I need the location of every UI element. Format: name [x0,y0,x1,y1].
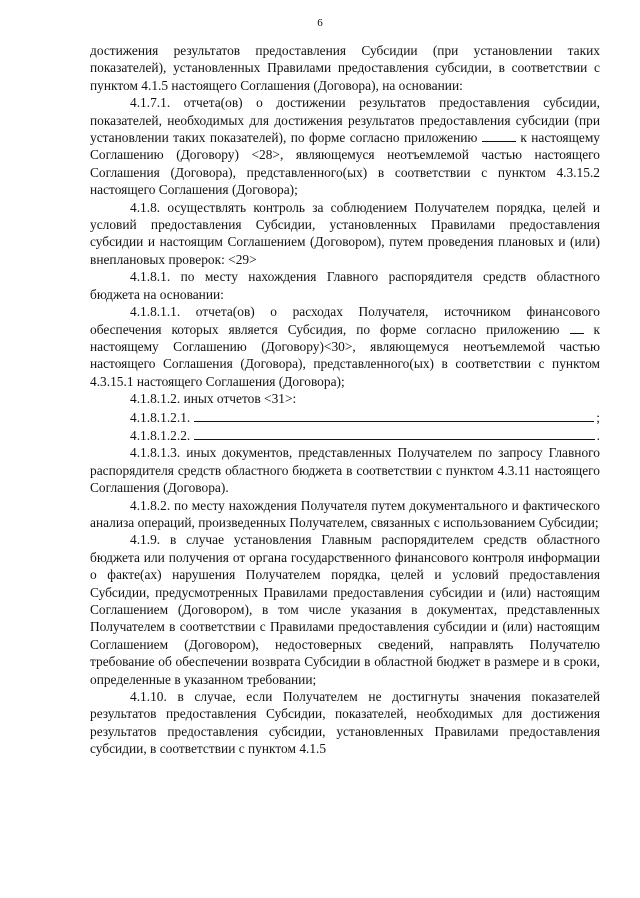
paragraph-4-1-8: 4.1.8. осуществлять контроль за соблюдением Получателем порядка, целей и условий предоставления Субсидии, установленных Правилами предоставления субсидии и настоящим Соглашением (Договором), путем проведения плановых и (или) внеплановых проверок: <29> [90,199,600,267]
document-body [90,42,600,758]
paragraph-4-1-8-1-2: 4.1.8.1.2. иных отчетов <31>: [130,391,297,407]
paragraph-4-1-7-1 [90,94,600,198]
paragraph-4-1-7-1-text-b: к настоящему Соглашению (Договору) <28>, являющемуся неотъемлемой частью настоящего Соглашения (Договора), представленного(ых) в соответствии с пунктом 4.3.15.2 настоящего Соглашения (Договора); [90,130,600,198]
paragraph-4-1-9: 4.1.9. в случае установления Главным распорядителем средств областного бюджета или получения от органа государственного финансового контроля информации о факте(ах) нарушения Получателем порядка, целей и условий предоставления Субсидии, предусмотренных Правилами предоставления субсидии и (или) настоящим Соглашением (Договором), в том числе указания в документах, представленных Получателем в соответствии с Правилами предоставления субсидии и (или) настоящим Соглашением (Договором), недостоверных сведений, направлять Получателю требование об обеспечении возврата Субсидии в областной бюджет в размере и в сроки, определенные в указанном требовании; [90,532,600,687]
paragraph-4-1-8-1: 4.1.8.1. по месту нахождения Главного распорядителя средств областного бюджета на основании: [90,269,600,302]
paragraph-results-basis: достижения результатов предоставления Субсидии (при установлении таких показателей), установленных Правилами предоставления субсидии, в соответствии с пунктом 4.1.5 настоящего Соглашения (Договора), на основании: [90,43,600,93]
fill-line-4-1-8-1-2-2 [90,426,600,444]
page-number: 6 [317,17,323,29]
paragraph-4-1-10: 4.1.10. в случае, если Получателем не достигнуты значения показателей результатов предоставления Субсидии, показателей, необходимых для достижения результатов предоставления субсидии, установленных Правилами предоставления субсидии, в соответствии с пунктом 4.1.5 [90,689,600,757]
paragraph-4-1-8-2: 4.1.8.2. по месту нахождения Получателя путем документального и фактического анализа операций, произведенных Получателем, связанных с использованием Субсидии; [90,497,600,530]
paragraph-4-1-8-1-1-text-b: к настоящему Соглашению (Договору)<30>, являющемуся неотъемлемой частью настоящего Соглашения (Договора), представленного(ых) в соответствии с пунктом 4.3.15.1 настоящего Соглашения (Договора); [90,321,600,389]
fill-in-blank-line [194,408,594,422]
fill-line-label: 4.1.8.1.2.1. [130,409,191,425]
paragraph-4-1-8-1-1 [90,303,600,390]
annex-number-blank [570,322,584,334]
paragraph-4-1-8-1-1-text-a: 4.1.8.1.1. отчета(ов) о расходах Получателя, источником финансового обеспечения которых является Субсидия, по форме согласно приложению [90,304,600,337]
fill-line-4-1-8-1-2-1 [90,408,600,426]
fill-line-end: ; [596,409,600,425]
fill-line-end: . [596,427,600,443]
annex-number-blank [482,130,516,142]
paragraph-4-1-7-1-text-a: 4.1.7.1. отчета(ов) о достижении результатов предоставления субсидии, показателей, необходимых для достижения результатов предоставления субсидии (при установлении таких показателей), по форме согласно приложению [90,95,600,146]
fill-line-label: 4.1.8.1.2.2. [130,427,191,443]
fill-in-blank-line [194,426,594,440]
paragraph-4-1-8-1-3: 4.1.8.1.3. иных документов, представленных Получателем по запросу Главного распорядителя средств областного бюджета в соответствии с пунктом 4.3.11 настоящего Соглашения (Договора). [90,445,600,496]
